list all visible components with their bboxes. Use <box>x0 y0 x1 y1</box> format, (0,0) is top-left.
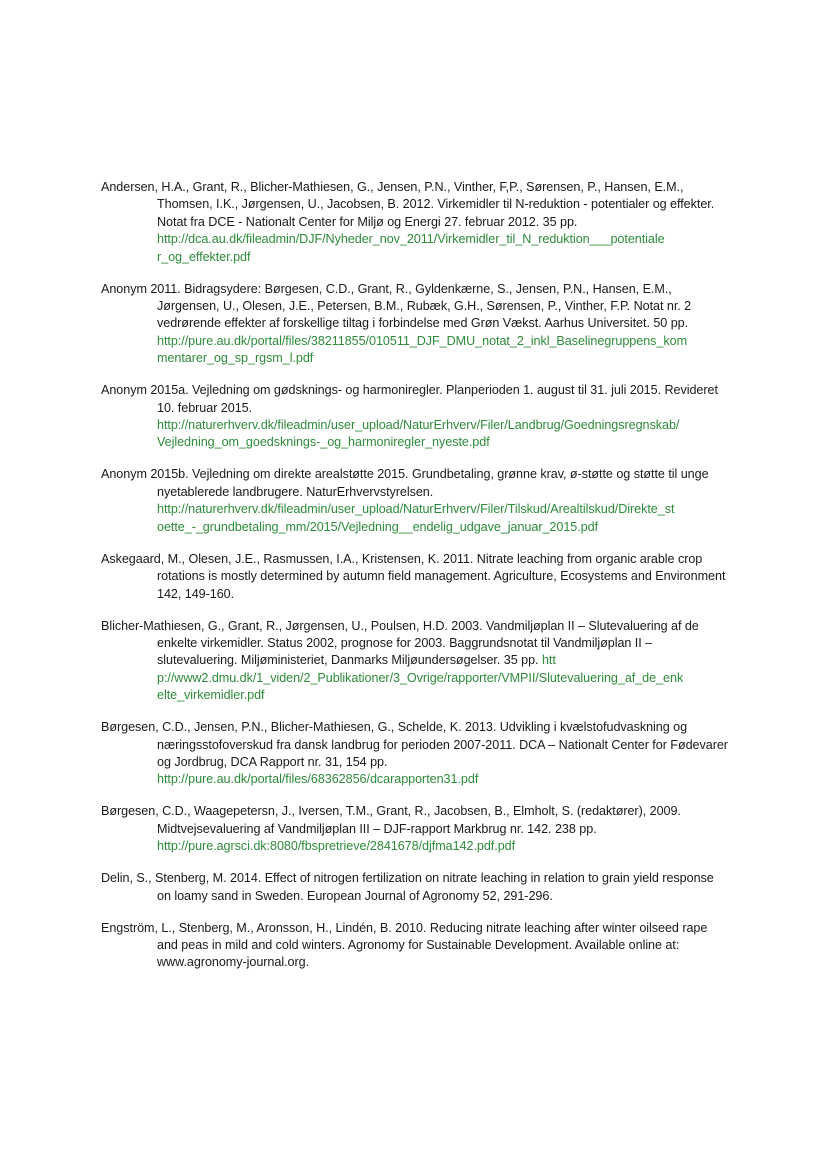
reference-text: Anonym 2015b. Vejledning om direkte arealstøtte 2015. Grundbetaling, grønne krav, ø-støtte og støtte til unge nyetablerede landbrugere. NaturErhvervstyrelsen. <box>101 467 709 499</box>
reference-url-line[interactable]: p://www2.dmu.dk/1_viden/2_Publikationer/3_Ovrige/rapporter/VMPII/Slutevaluering_af_de_enk <box>157 670 684 685</box>
reference-text: Blicher-Mathiesen, G., Grant, R., Jørgensen, U., Poulsen, H.D. 2003. Vandmiljøplan II – Slutevaluering af de enkelte virkemidler. Status 2002, prognose for 2003. Baggrundsnotat til Vandmiljøplan II – slutevaluering. Miljøministeriet, Danmarks Miljøundersøgelser. 35 pp. <box>101 618 699 668</box>
reference-item <box>101 281 728 368</box>
reference-item <box>101 803 728 855</box>
reference-url-line[interactable]: mentarer_og_sp_rgsm_l.pdf <box>157 351 314 366</box>
reference-text: Engström, L., Stenberg, M., Aronsson, H., Lindén, B. 2010. Reducing nitrate leaching after winter oilseed rape and peas in mild and cold winters. Agronomy for Sustainable Development. Available online at: www.agronomy-journal.org. <box>101 920 708 970</box>
reference-item <box>101 920 728 972</box>
reference-item <box>101 618 728 705</box>
reference-item <box>101 382 728 452</box>
reference-text: Andersen, H.A., Grant, R., Blicher-Mathiesen, G., Jensen, P.N., Vinther, F,P., Sørensen, P., Hansen, E.M., Thomsen, I.K., Jørgensen, U., Jacobsen, B. 2012. Virkemidler til N-reduktion - potentialer og effekter. Notat fra DCE - Nationalt Center for Miljø og Energi 27. februar 2012. 35 pp. <box>101 180 715 229</box>
reference-url-line[interactable]: http://naturerhverv.dk/fileadmin/user_upload/NaturErhverv/Filer/Landbrug/Goedningsregnskab/ <box>157 418 680 433</box>
reference-item <box>101 870 728 905</box>
reference-text: Anonym 2015a. Vejledning om gødsknings- og harmoniregler. Planperioden 1. august til 31. juli 2015. Revideret 10. februar 2015. <box>101 383 718 415</box>
reference-url-line[interactable]: http://pure.agrsci.dk:8080/fbspretrieve/2841678/djfma142.pdf.pdf <box>157 839 516 854</box>
reference-url-inline[interactable]: htt <box>541 653 556 668</box>
reference-text: Børgesen, C.D., Waagepetersn, J., Iversen, T.M., Grant, R., Jacobsen, B., Elmholt, S. (redaktører), 2009. Midtvejsevaluering af Vandmiljøplan III – DJF-rapport Markbrug nr. 142. 238 pp. <box>101 804 681 836</box>
reference-url-line[interactable]: http://pure.au.dk/portal/files/68362856/dcarapporten31.pdf <box>157 772 479 787</box>
reference-list <box>101 179 728 986</box>
reference-text: Askegaard, M., Olesen, J.E., Rasmussen, I.A., Kristensen, K. 2011. Nitrate leaching from organic arable crop rotations is mostly determined by autumn field management. Agriculture, Ecosystems and Environment 142, 149-160. <box>101 551 726 601</box>
reference-url-line[interactable]: elte_virkemidler.pdf <box>157 688 265 703</box>
reference-url-line[interactable]: http://naturerhverv.dk/fileadmin/user_upload/NaturErhverv/Filer/Tilskud/Arealtilskud/Direkte_st <box>157 502 675 517</box>
reference-url-line[interactable]: Vejledning_om_goedsknings-_og_harmoniregler_nyeste.pdf <box>157 435 490 450</box>
reference-item <box>101 551 728 603</box>
reference-text: Anonym 2011. Bidragsydere: Børgesen, C.D., Grant, R., Gyldenkærne, S., Jensen, P.N., Hansen, E.M., Jørgensen, U., Olesen, J.E., Petersen, B.M., Rubæk, G.H., Sørensen, P., Vinther, F.P. Notat nr. 2 vedrørende effekter af forskellige tiltag i forbindelse med Grøn Vækst. Aarhus Universitet. 50 pp. <box>101 281 692 331</box>
reference-text: Delin, S., Stenberg, M. 2014. Effect of nitrogen fertilization on nitrate leaching in relation to grain yield response on loamy sand in Sweden. European Journal of Agronomy 52, 291-296. <box>101 871 714 903</box>
reference-item <box>101 719 728 789</box>
reference-url-line[interactable]: r_og_effekter.pdf <box>157 249 251 264</box>
reference-url-line[interactable]: oette_-_grundbetaling_mm/2015/Vejledning__endelig_udgave_januar_2015.pdf <box>157 519 599 534</box>
reference-url-line[interactable]: http://dca.au.dk/fileadmin/DJF/Nyheder_nov_2011/Virkemidler_til_N_reduktion___potentiale <box>157 232 665 247</box>
reference-text: Børgesen, C.D., Jensen, P.N., Blicher-Mathiesen, G., Schelde, K. 2013. Udvikling i kvælstofudvaskning og næringsstofoverskud fra dansk landbrug for perioden 2007-2011. DCA – Nationalt Center for Fødevarer og Jordbrug, DCA Rapport nr. 31, 154 pp. <box>101 720 728 769</box>
reference-item <box>101 466 728 536</box>
reference-item <box>101 179 728 266</box>
reference-url-line[interactable]: http://pure.au.dk/portal/files/38211855/010511_DJF_DMU_notat_2_inkl_Baselinegruppens_kom <box>157 333 688 348</box>
